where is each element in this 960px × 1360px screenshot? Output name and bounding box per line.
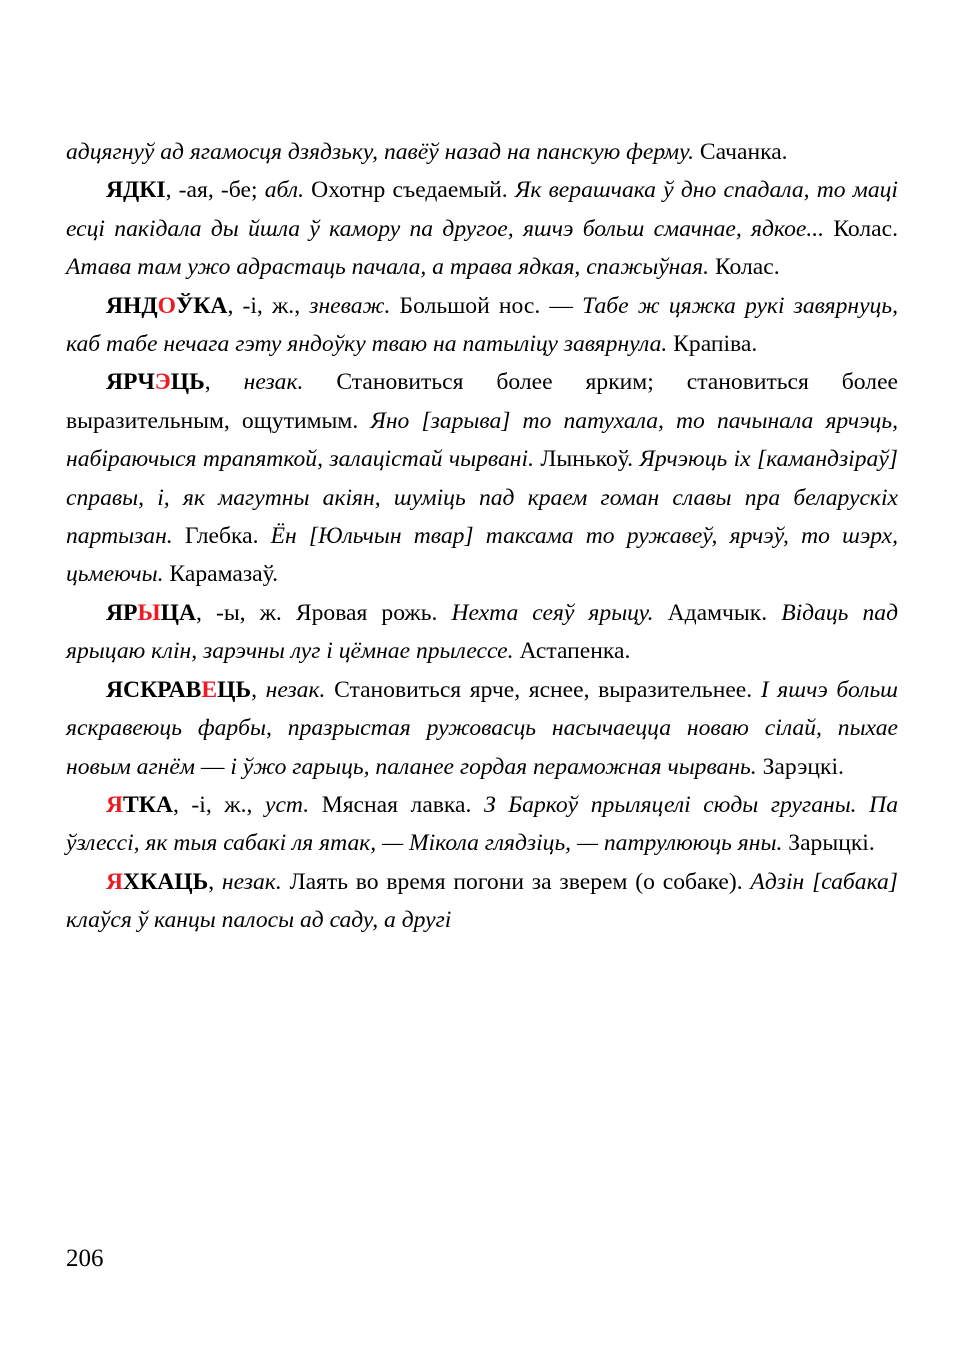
usage-label: незак. bbox=[243, 369, 304, 396]
definition: Лаять во время погони за зверем (о собаке). bbox=[281, 868, 751, 895]
headword-pre: ЯРЧ bbox=[106, 369, 155, 396]
definition: Становиться более ярким; становиться более выразительным, ощутимым. bbox=[66, 369, 899, 434]
citation: Ён [Юльчын твар] таксама то ружавеў, ярчэў, то шэрх, цьмеючы. bbox=[66, 523, 898, 588]
grammar-note: , -і, ж., bbox=[172, 791, 265, 818]
headword-pre: ЯСКРАВ bbox=[106, 676, 202, 703]
citation: і ўжо гарыць, паланее гордая пераможная чырвань. bbox=[230, 753, 757, 780]
headword bbox=[106, 369, 205, 395]
citation-source: Карамазаў. bbox=[163, 561, 278, 588]
citation: Відаць пад ярыцаю клін, зарэчны луг і цёмнае прылессе. bbox=[66, 599, 899, 665]
headword bbox=[106, 600, 196, 626]
definition: Яровая рожь. bbox=[295, 599, 452, 626]
definition: Охотнр съедаемый. bbox=[303, 177, 515, 204]
citation: Адзін [сабака] клаўся ў канцы палосы ад саду, а другі bbox=[66, 868, 898, 934]
headword-stress-letter: Э bbox=[154, 369, 171, 396]
citation-source: Крапіва. bbox=[667, 331, 758, 358]
dictionary-entry bbox=[66, 171, 898, 286]
headword bbox=[106, 177, 166, 203]
headword bbox=[106, 293, 227, 319]
citation-source: Зарэцкі. bbox=[756, 753, 844, 780]
headword bbox=[106, 792, 173, 818]
citation: І яшчэ больш яскравеюць фарбы, празрыстая ружовасць насычаецца новаю сілай, пыхае новым агнём bbox=[66, 676, 898, 780]
grammar-note: , -ая, -бе; bbox=[165, 177, 265, 204]
headword-post: ЦЬ bbox=[217, 676, 252, 703]
dictionary-entry bbox=[66, 594, 898, 671]
headword-post: ЦЬ bbox=[170, 369, 205, 396]
carryover-citation: адцягнуў ад ягамосця дзядзьку, павёў назад на панскую ферму. bbox=[66, 139, 694, 165]
citation: Нехта сеяў ярыцу. bbox=[451, 599, 654, 626]
citation-source: Астапенка. bbox=[513, 638, 631, 665]
text-column bbox=[66, 133, 898, 940]
citation-source: Адамчык. bbox=[653, 599, 782, 626]
em-dash: — bbox=[194, 753, 231, 780]
headword-stress-letter: Е bbox=[201, 676, 218, 703]
headword-stress-letter: Я bbox=[106, 791, 124, 818]
headword bbox=[106, 677, 251, 703]
headword-stress-letter: О bbox=[157, 292, 176, 319]
page-number: 206 bbox=[66, 1245, 104, 1272]
definition: Большой нос. — bbox=[390, 292, 583, 319]
citation: З Баркоў прыляцелі сюды груганы. Па ўзлессі, як тыя сабакі ля ятак, — Мікола глядзіць, — патрулююць яны. bbox=[66, 791, 898, 857]
dictionary-entry bbox=[66, 287, 898, 364]
citation: Ярчэюць іх [камандзіраў] справы, і, як магутны акіян, шуміць пад краем гоман славы пра беларускіх партызан. bbox=[66, 446, 898, 550]
headword-stress-letter: Я bbox=[106, 868, 124, 895]
paragraph-carryover bbox=[66, 133, 898, 171]
usage-label: зневаж. bbox=[309, 292, 391, 319]
citation-source: Колас. bbox=[709, 254, 780, 281]
grammar-note: , -ы, ж. bbox=[196, 599, 296, 626]
usage-label: незак. bbox=[221, 868, 282, 895]
grammar-note: , -і, ж., bbox=[227, 292, 310, 319]
definition: Становиться ярче, яснее, выразительнее. bbox=[325, 676, 761, 703]
citation-source: Колас. bbox=[824, 215, 899, 242]
citation-source: Зарыцкі. bbox=[782, 830, 875, 857]
citation: Атава там ужо адрастаць пачала, а трава ядкая, спажыўная. bbox=[66, 254, 710, 281]
citation-source: Лынькоў. bbox=[533, 446, 640, 473]
dictionary-entry bbox=[66, 863, 898, 940]
dictionary-entry bbox=[66, 363, 898, 593]
citation: Як верашчака ў дно спадала, то маці есці пакідала ды йшла ў камору па другое, яшчэ больш смачнае, ядкое... bbox=[66, 177, 898, 242]
headword-pre: ЯНД bbox=[106, 292, 158, 319]
headword-pre: ЯР bbox=[106, 599, 138, 626]
citation-source: Глебка. bbox=[172, 523, 271, 550]
headword bbox=[106, 869, 208, 895]
usage-label: незак. bbox=[265, 676, 326, 703]
citation: Яно [зарыва] то патухала, то пачынала ярчэць, набіраючыся трапяткой, залацістай чырвані. bbox=[66, 407, 898, 473]
headword-post: ХКАЦЬ bbox=[123, 868, 209, 895]
grammar-note: , bbox=[204, 369, 244, 396]
dictionary-entry bbox=[66, 671, 898, 786]
headword-pre: ЯДКІ bbox=[106, 177, 166, 204]
usage-label: уст. bbox=[264, 791, 310, 818]
headword-post: ТКА bbox=[123, 791, 173, 818]
headword-stress-letter: Ы bbox=[137, 599, 161, 626]
carryover-source: Сачанка. bbox=[693, 139, 788, 165]
definition: Мясная лавка. bbox=[309, 791, 484, 818]
headword-post: ЦА bbox=[160, 599, 197, 626]
dictionary-entry bbox=[66, 786, 898, 863]
grammar-note: , bbox=[208, 868, 222, 895]
usage-label: абл. bbox=[264, 177, 304, 204]
citation: Табе ж цяжка рукі завярнуць, каб табе нечага гэту яндоўку тваю на патыліцу завярнула. bbox=[66, 292, 898, 358]
grammar-note: , bbox=[251, 676, 266, 703]
headword-post: ЎКА bbox=[175, 292, 228, 319]
